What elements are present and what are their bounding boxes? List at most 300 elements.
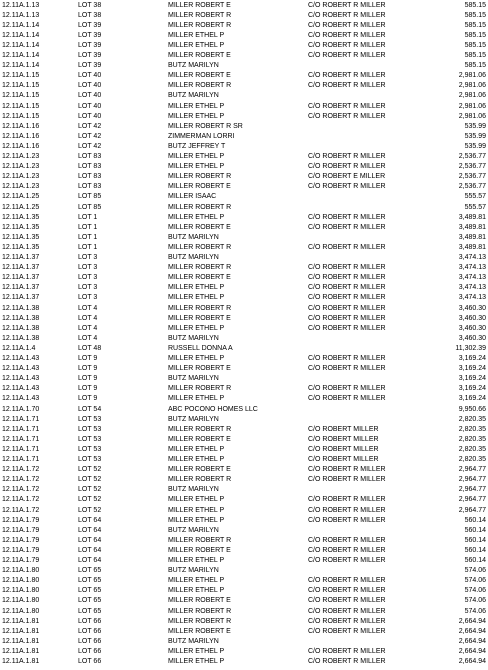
parcel-id-cell: 12.11A.1.38 (2, 314, 40, 322)
lot-cell: LOT 64 (78, 557, 102, 564)
parcel-id-cell: 12.11A.1.37 (2, 264, 40, 272)
care-of-cell: C/O ROBERT R MILLER (308, 587, 386, 595)
lot-cell: LOT 53 (78, 425, 102, 433)
lot-cell: LOT 9 (78, 385, 98, 393)
amount-cell: 535.99 (464, 142, 486, 150)
table-row (0, 617, 488, 627)
care-of-cell: C/O ROBERT R MILLER (308, 284, 386, 292)
owner-name-cell: MILLER ROBERT E (168, 223, 231, 231)
amount-cell: 3,460.30 (458, 334, 486, 342)
care-of-cell: C/O ROBERT R MILLER (308, 153, 386, 160)
table-row (0, 576, 488, 586)
amount-cell: 3,460.30 (458, 304, 486, 312)
table-row (0, 546, 488, 556)
owner-name-cell: MILLER ETHEL P (168, 496, 225, 504)
owner-name-cell: MILLER ETHEL P (168, 112, 225, 120)
amount-cell: 2,820.35 (458, 456, 486, 463)
owner-name-cell: MILLER ETHEL P (168, 31, 225, 39)
care-of-cell: C/O ROBERT R MILLER (308, 11, 386, 19)
care-of-cell: C/O ROBERT R MILLER (308, 163, 386, 171)
owner-name-cell: MILLER ETHEL P (168, 153, 225, 160)
amount-cell: 2,664.94 (458, 658, 486, 665)
lot-cell: LOT 66 (78, 647, 102, 655)
care-of-cell: C/O ROBERT R MILLER (308, 183, 386, 191)
amount-cell: 2,981.06 (458, 112, 486, 120)
lot-cell: LOT 9 (78, 365, 98, 373)
parcel-id-cell: 12.11A.1.79 (2, 526, 40, 534)
care-of-cell: C/O ROBERT R MILLER (308, 223, 386, 231)
table-row (0, 354, 488, 364)
amount-cell: 2,964.77 (458, 466, 486, 474)
parcel-id-cell: 12.11A.1.80 (2, 577, 40, 585)
parcel-id-cell: 12.11A.1.14 (2, 31, 40, 39)
lot-cell: LOT 64 (78, 546, 102, 554)
parcel-id-cell: 12.11A.1.15 (2, 102, 40, 110)
parcel-id-cell: 12.11A.1.43 (2, 385, 40, 393)
care-of-cell: C/O ROBERT R MILLER (308, 82, 386, 90)
table-row (0, 586, 488, 596)
care-of-cell: C/O ROBERT MILLER (308, 445, 379, 453)
care-of-cell: C/O ROBERT R MILLER (308, 31, 386, 39)
lot-cell: LOT 83 (78, 163, 102, 171)
lot-cell: LOT 1 (78, 223, 98, 231)
parcel-id-cell: 12.11A.1.23 (2, 163, 40, 171)
table-row (0, 596, 488, 606)
care-of-cell: C/O ROBERT R MILLER (308, 607, 386, 615)
parcel-id-cell: 12.11A.1.79 (2, 557, 40, 564)
lot-cell: LOT 39 (78, 52, 102, 59)
table-row (0, 182, 488, 192)
table-row (0, 374, 488, 384)
care-of-cell: C/O ROBERT R MILLER (308, 243, 386, 251)
parcel-id-cell: 12.11A.1.13 (2, 11, 40, 19)
lot-cell: LOT 38 (78, 1, 102, 9)
parcel-id-cell: 12.11A.1.37 (2, 294, 40, 302)
owner-name-cell: BUTZ MARILYN (168, 526, 219, 534)
parcel-id-cell: 12.11A.1.80 (2, 597, 40, 605)
owner-name-cell: MILLER ROBERT E (168, 546, 231, 554)
table-row (0, 51, 488, 61)
table-row (0, 415, 488, 425)
table-row (0, 152, 488, 162)
amount-cell: 2,536.77 (458, 173, 486, 181)
amount-cell: 3,474.13 (458, 264, 486, 272)
amount-cell: 3,169.24 (458, 355, 486, 362)
owner-name-cell: BUTZ MARILYN (168, 486, 219, 494)
amount-cell: 3,474.13 (458, 254, 486, 261)
lot-cell: LOT 38 (78, 11, 102, 19)
lot-cell: LOT 66 (78, 617, 102, 625)
table-row (0, 536, 488, 546)
owner-name-cell: MILLER ROBERT E (168, 435, 231, 443)
table-row (0, 344, 488, 354)
parcel-id-cell: 12.11A.1.38 (2, 304, 40, 312)
parcel-id-cell: 12.11A.1.23 (2, 183, 40, 191)
lot-cell: LOT 4 (78, 314, 98, 322)
lot-cell: LOT 65 (78, 587, 102, 595)
owner-name-cell: MILLER ROBERT R (168, 264, 232, 272)
owner-name-cell: MILLER ETHEL P (168, 456, 225, 463)
amount-cell: 3,489.81 (458, 213, 486, 221)
care-of-cell: C/O ROBERT R MILLER (308, 536, 386, 544)
table-row (0, 11, 488, 21)
lot-cell: LOT 64 (78, 536, 102, 544)
table-row (0, 637, 488, 647)
amount-cell: 9,950.66 (458, 405, 486, 413)
parcel-id-cell: 12.11A.1.37 (2, 254, 40, 261)
amount-cell: 3,489.81 (458, 223, 486, 231)
lot-cell: LOT 39 (78, 31, 102, 39)
owner-name-cell: MILLER ETHEL P (168, 587, 225, 595)
parcel-id-cell: 12.11A.1.79 (2, 516, 40, 524)
amount-cell: 2,536.77 (458, 183, 486, 191)
table-row (0, 324, 488, 334)
amount-cell: 2,981.06 (458, 92, 486, 100)
parcel-id-cell: 12.11A.1.35 (2, 243, 40, 251)
care-of-cell: C/O ROBERT R MILLER (308, 213, 386, 221)
amount-cell: 2,964.77 (458, 506, 486, 514)
table-row (0, 263, 488, 273)
lot-cell: LOT 64 (78, 516, 102, 524)
table-row (0, 81, 488, 91)
parcel-id-cell: 12.11A.1.14 (2, 41, 40, 49)
lot-cell: LOT 39 (78, 41, 102, 49)
table-row (0, 192, 488, 202)
owner-name-cell: MILLER ROBERT R (168, 425, 232, 433)
parcel-id-cell: 12.11A.1.79 (2, 536, 40, 544)
care-of-cell: C/O ROBERT R MILLER (308, 102, 386, 110)
amount-cell: 2,981.06 (458, 102, 486, 110)
parcel-id-cell: 12.11A.1.14 (2, 62, 40, 70)
owner-name-cell: MILLER ROBERT E (168, 314, 231, 322)
amount-cell: 2,964.77 (458, 486, 486, 494)
care-of-cell: C/O ROBERT R MILLER (308, 41, 386, 49)
lot-cell: LOT 83 (78, 173, 102, 181)
parcel-id-cell: 12.11A.1.37 (2, 274, 40, 282)
lot-cell: LOT 83 (78, 153, 102, 160)
owner-name-cell: MILLER ROBERT R (168, 304, 232, 312)
amount-cell: 3,474.13 (458, 274, 486, 282)
parcel-id-cell: 12.11A.1.81 (2, 637, 40, 645)
parcel-id-cell: 12.11A.1.70 (2, 405, 40, 413)
amount-cell: 585.15 (464, 41, 486, 49)
parcel-id-cell: 12.11A.1.4 (2, 344, 36, 352)
lot-cell: LOT 53 (78, 415, 102, 423)
owner-name-cell: BUTZ MARILYN (168, 62, 219, 70)
owner-name-cell: MILLER ROBERT R (168, 203, 232, 211)
owner-name-cell: MILLER ROBERT R (168, 617, 232, 625)
parcel-id-cell: 12.11A.1.81 (2, 647, 40, 655)
lot-cell: LOT 39 (78, 62, 102, 70)
owner-name-cell: BUTZ JEFFREY T (168, 142, 226, 150)
owner-name-cell: MILLER ETHEL P (168, 355, 225, 362)
owner-name-cell: MILLER ROBERT R (168, 476, 232, 484)
lot-cell: LOT 52 (78, 486, 102, 494)
amount-cell: 535.99 (464, 122, 486, 130)
parcel-id-cell: 12.11A.1.35 (2, 223, 40, 231)
amount-cell: 574.06 (464, 567, 486, 575)
lot-cell: LOT 52 (78, 496, 102, 504)
parcel-id-cell: 12.11A.1.71 (2, 445, 40, 453)
amount-cell: 3,169.24 (458, 395, 486, 403)
lot-cell: LOT 65 (78, 567, 102, 575)
table-row (0, 71, 488, 81)
lot-cell: LOT 3 (78, 274, 98, 282)
parcel-id-cell: 12.11A.1.14 (2, 52, 40, 59)
table-row (0, 283, 488, 293)
parcel-id-cell: 12.11A.1.72 (2, 496, 40, 504)
parcel-id-cell: 12.11A.1.43 (2, 395, 40, 403)
owner-name-cell: MILLER ETHEL P (168, 577, 225, 585)
amount-cell: 2,820.35 (458, 425, 486, 433)
lot-cell: LOT 40 (78, 82, 102, 90)
owner-name-cell: MILLER ETHEL P (168, 506, 225, 514)
lot-cell: LOT 3 (78, 294, 98, 302)
table-row (0, 31, 488, 41)
owner-name-cell: ABC POCONO HOMES LLC (168, 405, 258, 413)
lot-cell: LOT 83 (78, 183, 102, 191)
amount-cell: 560.14 (464, 526, 486, 534)
lot-cell: LOT 3 (78, 264, 98, 272)
owner-name-cell: MILLER ROBERT E (168, 274, 231, 282)
amount-cell: 3,169.24 (458, 375, 486, 383)
amount-cell: 3,489.81 (458, 233, 486, 241)
care-of-cell: C/O ROBERT R MILLER (308, 365, 386, 373)
amount-cell: 2,964.77 (458, 476, 486, 484)
parcel-id-cell: 12.11A.1.80 (2, 607, 40, 615)
table-row (0, 21, 488, 31)
amount-cell: 574.06 (464, 607, 486, 615)
parcel-id-cell: 12.11A.1.72 (2, 466, 40, 474)
table-row (0, 475, 488, 485)
parcel-id-cell: 12.11A.1.38 (2, 334, 40, 342)
care-of-cell: C/O ROBERT R MILLER (308, 72, 386, 80)
parcel-id-cell: 12.11A.1.16 (2, 132, 40, 140)
parcel-id-cell: 12.11A.1.37 (2, 284, 40, 292)
lot-cell: LOT 54 (78, 405, 102, 413)
amount-cell: 2,820.35 (458, 445, 486, 453)
owner-name-cell: MILLER ETHEL P (168, 516, 225, 524)
parcel-id-cell: 12.11A.1.13 (2, 1, 40, 9)
lot-cell: LOT 53 (78, 435, 102, 443)
parcel-id-cell: 12.11A.1.16 (2, 142, 40, 150)
lot-cell: LOT 9 (78, 355, 98, 362)
parcel-id-cell: 12.11A.1.15 (2, 72, 40, 80)
lot-cell: LOT 4 (78, 304, 98, 312)
table-row (0, 526, 488, 536)
amount-cell: 574.06 (464, 587, 486, 595)
table-row (0, 405, 488, 415)
care-of-cell: C/O ROBERT R MILLER (308, 1, 386, 9)
amount-cell: 2,981.06 (458, 72, 486, 80)
amount-cell: 560.14 (464, 536, 486, 544)
lot-cell: LOT 66 (78, 637, 102, 645)
amount-cell: 2,536.77 (458, 163, 486, 171)
table-row (0, 516, 488, 526)
table-row (0, 627, 488, 637)
amount-cell: 555.57 (464, 203, 486, 211)
amount-cell: 585.15 (464, 1, 486, 9)
care-of-cell: C/O ROBERT R MILLER (308, 597, 386, 605)
table-row (0, 122, 488, 132)
amount-cell: 2,820.35 (458, 415, 486, 423)
lot-cell: LOT 48 (78, 344, 102, 352)
lot-cell: LOT 1 (78, 233, 98, 241)
parcel-id-cell: 12.11A.1.35 (2, 233, 40, 241)
parcel-id-cell: 12.11A.1.23 (2, 173, 40, 181)
amount-cell: 560.14 (464, 557, 486, 564)
amount-cell: 585.15 (464, 62, 486, 70)
lot-cell: LOT 40 (78, 112, 102, 120)
amount-cell: 560.14 (464, 546, 486, 554)
parcel-id-cell: 12.11A.1.38 (2, 324, 40, 332)
amount-cell: 574.06 (464, 597, 486, 605)
table-row (0, 495, 488, 505)
table-row (0, 556, 488, 566)
lot-cell: LOT 1 (78, 213, 98, 221)
lot-cell: LOT 66 (78, 627, 102, 635)
amount-cell: 3,474.13 (458, 294, 486, 302)
table-row (0, 253, 488, 263)
amount-cell: 2,664.94 (458, 617, 486, 625)
owner-name-cell: MILLER ROBERT E (168, 597, 231, 605)
owner-name-cell: BUTZ MARILYN (168, 233, 219, 241)
lot-cell: LOT 4 (78, 334, 98, 342)
care-of-cell: C/O ROBERT R MILLER (308, 557, 386, 564)
lot-cell: LOT 65 (78, 577, 102, 585)
amount-cell: 3,489.81 (458, 243, 486, 251)
table-row (0, 435, 488, 445)
owner-name-cell: MILLER ETHEL P (168, 324, 225, 332)
parcel-id-cell: 12.11A.1.81 (2, 627, 40, 635)
owner-name-cell: BUTZ MARILYN (168, 375, 219, 383)
owner-name-cell: MILLER ROBERT R (168, 82, 232, 90)
owner-name-cell: BUTZ MARILYN (168, 637, 219, 645)
owner-name-cell: MILLER ROBERT E (168, 627, 231, 635)
table-row (0, 394, 488, 404)
lot-cell: LOT 52 (78, 476, 102, 484)
amount-cell: 2,820.35 (458, 435, 486, 443)
owner-name-cell: MILLER ETHEL P (168, 41, 225, 49)
care-of-cell: C/O ROBERT R MILLER (308, 274, 386, 282)
owner-name-cell: BUTZ MARILYN (168, 254, 219, 261)
lot-cell: LOT 4 (78, 324, 98, 332)
owner-name-cell: ZIMMERMAN LORRI (168, 132, 235, 140)
lot-cell: LOT 40 (78, 102, 102, 110)
owner-name-cell: MILLER ROBERT R (168, 385, 232, 393)
owner-name-cell: MILLER ROBERT R (168, 11, 232, 19)
care-of-cell: C/O ROBERT R MILLER (308, 385, 386, 393)
owner-name-cell: MILLER ETHEL P (168, 163, 225, 171)
parcel-id-cell: 12.11A.1.80 (2, 587, 40, 595)
amount-cell: 555.57 (464, 193, 486, 201)
amount-cell: 574.06 (464, 577, 486, 585)
parcel-id-cell: 12.11A.1.71 (2, 425, 40, 433)
table-row (0, 384, 488, 394)
table-row (0, 657, 488, 667)
owner-name-cell: MILLER ROBERT R (168, 173, 232, 181)
lot-cell: LOT 66 (78, 658, 102, 665)
owner-name-cell: MILLER ETHEL P (168, 102, 225, 110)
table-row (0, 142, 488, 152)
care-of-cell: C/O ROBERT R MILLER (308, 496, 386, 504)
care-of-cell: C/O ROBERT R MILLER (308, 577, 386, 585)
care-of-cell: C/O ROBERT R MILLER (308, 506, 386, 514)
care-of-cell: C/O ROBERT R MILLER (308, 112, 386, 120)
table-row (0, 647, 488, 657)
lot-cell: LOT 53 (78, 445, 102, 453)
table-row (0, 465, 488, 475)
amount-cell: 3,169.24 (458, 365, 486, 373)
parcel-id-cell: 12.11A.1.25 (2, 193, 40, 201)
lot-cell: LOT 3 (78, 284, 98, 292)
owner-name-cell: MILLER ROBERT R (168, 21, 232, 29)
table-row (0, 304, 488, 314)
parcel-id-cell: 12.11A.1.43 (2, 355, 40, 362)
parcel-id-cell: 12.11A.1.43 (2, 365, 40, 373)
care-of-cell: C/O ROBERT R MILLER (308, 264, 386, 272)
owner-name-cell: BUTZ MARILYN (168, 92, 219, 100)
care-of-cell: C/O ROBERT R MILLER (308, 617, 386, 625)
table-row (0, 455, 488, 465)
lot-cell: LOT 52 (78, 506, 102, 514)
owner-name-cell: MILLER ETHEL P (168, 647, 225, 655)
owner-name-cell: MILLER ETHEL P (168, 284, 225, 292)
lot-cell: LOT 39 (78, 21, 102, 29)
care-of-cell: C/O ROBERT R MILLER (308, 355, 386, 362)
table-row (0, 425, 488, 435)
table-row (0, 506, 488, 516)
table-row (0, 41, 488, 51)
table-row (0, 233, 488, 243)
lot-cell: LOT 52 (78, 466, 102, 474)
care-of-cell: C/O ROBERT R MILLER (308, 627, 386, 635)
care-of-cell: C/O ROBERT R MILLER (308, 466, 386, 474)
table-row (0, 172, 488, 182)
owner-name-cell: MILLER ROBERT R SR (168, 122, 243, 130)
parcel-id-cell: 12.11A.1.25 (2, 203, 40, 211)
amount-cell: 3,460.30 (458, 314, 486, 322)
care-of-cell: C/O ROBERT R MILLER (308, 304, 386, 312)
owner-name-cell: BUTZ MARILYN (168, 567, 219, 575)
table-row (0, 61, 488, 71)
parcel-id-cell: 12.11A.1.15 (2, 92, 40, 100)
parcel-id-cell: 12.11A.1.81 (2, 617, 40, 625)
owner-name-cell: MILLER ETHEL P (168, 395, 225, 403)
amount-cell: 585.15 (464, 52, 486, 59)
care-of-cell: C/O ROBERT R MILLER (308, 516, 386, 524)
owner-name-cell: MILLER ROBERT R (168, 536, 232, 544)
care-of-cell: C/O ROBERT R MILLER (308, 658, 386, 665)
amount-cell: 3,169.24 (458, 385, 486, 393)
lot-cell: LOT 53 (78, 456, 102, 463)
care-of-cell: C/O ROBERT R MILLER (308, 21, 386, 29)
amount-cell: 3,460.30 (458, 324, 486, 332)
care-of-cell: C/O ROBERT E MILLER (308, 173, 386, 181)
lot-cell: LOT 65 (78, 607, 102, 615)
parcel-id-cell: 12.11A.1.23 (2, 153, 40, 160)
owner-name-cell: MILLER ROBERT E (168, 365, 231, 373)
parcel-id-cell: 12.11A.1.15 (2, 82, 40, 90)
amount-cell: 2,664.94 (458, 637, 486, 645)
parcel-id-cell: 12.11A.1.71 (2, 435, 40, 443)
care-of-cell: C/O ROBERT R MILLER (308, 294, 386, 302)
parcel-id-cell: 12.11A.1.71 (2, 456, 40, 463)
table-row (0, 273, 488, 283)
care-of-cell: C/O ROBERT R MILLER (308, 647, 386, 655)
parcel-id-cell: 12.11A.1.16 (2, 122, 40, 130)
parcel-id-cell: 12.11A.1.72 (2, 476, 40, 484)
